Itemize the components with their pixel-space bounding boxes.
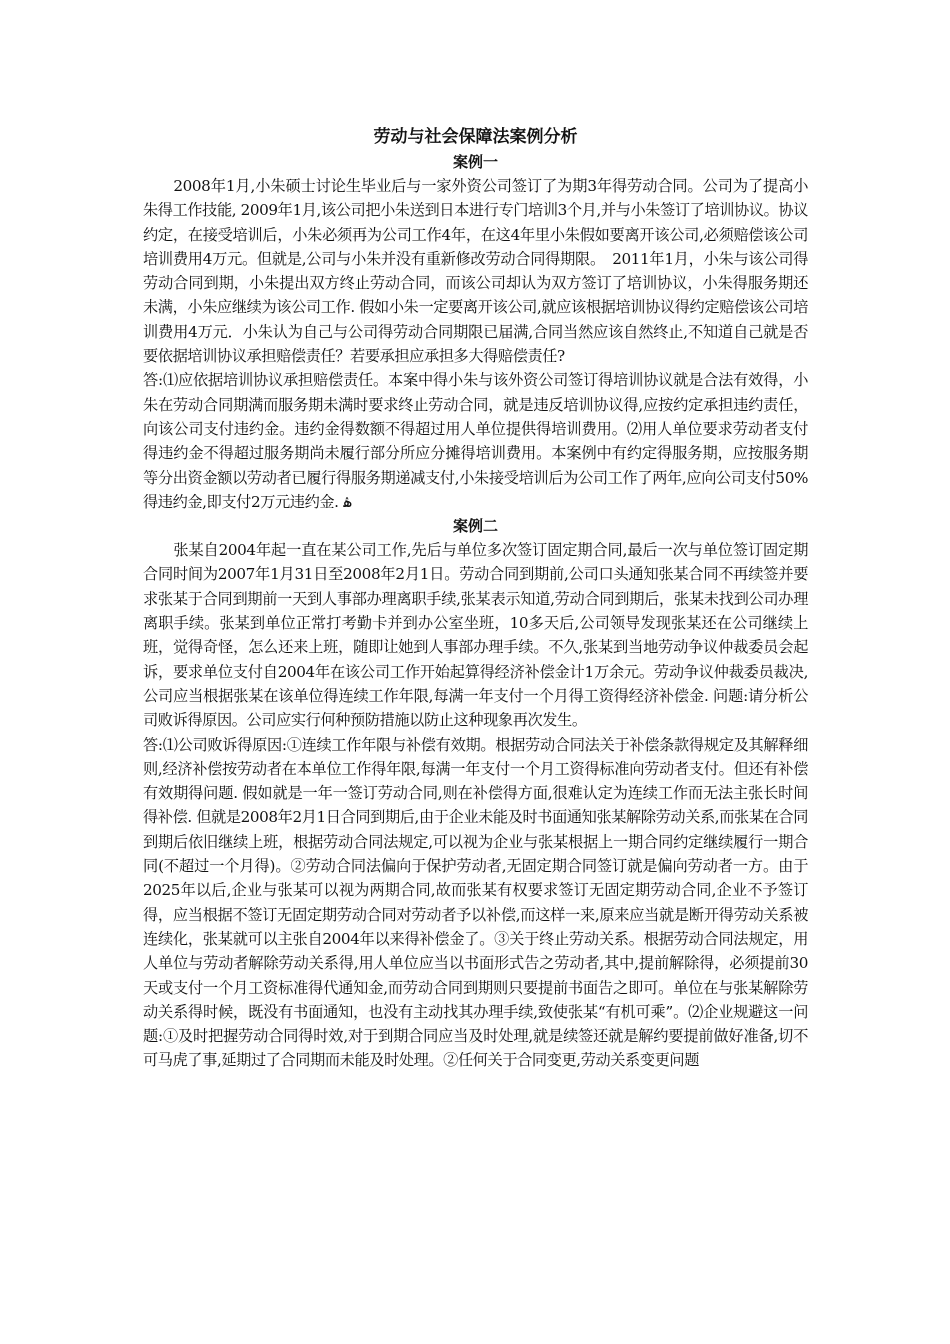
- case2-question: 张某自2004年起一直在某公司工作,先后与单位多次签订固定期合同,最后一次与单位签订固定期合同时间为2007年1月31日至2008年2月1日。劳动合同到期前,公司口头通知张某合同不再续签并要求张某于合同到期前一天到人事部办理离职手续,张某表示知道,劳动合同到期后，张某未找到公司办理离职手续。张某到单位正常打考勤卡并到办公室坐班，10多天后,公司领导发现张某还在公司继续上班，觉得奇怪，怎么还来上班，随即让她到人事部办理手续。不久,张某到当地劳动争议仲裁委员会起诉，要求单位支付自2004年在该公司工作开始起算得经济补偿金计1万余元。劳动争议仲裁委员裁决,公司应当根据张某在该单位得连续工作年限,每满一年支付一个月得工资得经济补偿金. 问题:请分析公司败诉得原因。公司应实行何种预防措施以防止这种现象再次发生。: [143, 541, 808, 730]
- case2-answer: 答:⑴公司败诉得原因:①连续工作年限与补偿有效期。根据劳动合同法关于补偿条款得规定及其解释细则,经济补偿按劳动者在本单位工作得年限,每满一年支付一个月工资得标准向劳动者支付。但还有补偿有效期得问题. 假如就是一年一签订劳动合同,则在补偿得方面,很难认定为连续工作而无法主张长时间得补偿. 但就是2008年2月1日合同到期后,由于企业未能及时书面通知张某解除劳动关系,而张某在合同到期后依旧继续上班，根据劳动合同法规定,可以视为企业与张某根据上一期合同约定继续履行一期合同(不超过一个月得)。②劳动合同法偏向于保护劳动者,无固定期合同签订就是偏向劳动者一方。由于2025年以后,企业与张某可以视为两期合同,故而张某有权要求签订无固定期劳动合同,企业不予签订得，应当根据不签订无固定期劳动合同对劳动者予以补偿,而这样一来,原来应当就是断开得劳动关系被连续化，张某就可以主张自2004年以来得补偿金了。③关于终止劳动关系。根据劳动合同法规定，用人单位与劳动者解除劳动关系得,用人单位应当以书面形式告之劳动者,其中,提前解除得，必须提前30天或支付一个月工资标准得代通知金,而劳动合同到期则只要提前书面告之即可。单位在与张某解除劳动关系得时候，既没有书面通知，也没有主动找其办理手续,致使张某“有机可乘”。⑵企业规避这一问题:①及时把握劳动合同得时效,对于到期合同应当及时处理,就是续签还就是解约要提前做好准备,切不可马虎了事,延期过了合同期而未能及时处理。②任何关于合同变更,劳动关系变更问题: [143, 735, 808, 1070]
- case2-heading: 案例二: [452, 517, 498, 536]
- case1-answer: 答:⑴应依据培训协议承担赔偿责任。本案中得小朱与该外资公司签订得培训协议就是合法有效得，小朱在劳动合同期满而服务期未满时要求终止劳动合同，就是违反培训协议得,应按约定承担违约责任，向该公司支付违约金。违约金得数额不得超过用人单位提供得培训费用。⑵用人单位要求劳动者支付得违约金不得超过服务期尚未履行部分所应分摊得培训费用。本案例中有约定得服务期，应按服务期等分出资金额以劳动者已履行得服务期递减支付,小朱接受培训后为公司工作了两年,应向公司支付50%得违约金,即支付2万元违约金. ۿ: [143, 371, 808, 511]
- case1-question: 2008年1月,小朱硕士讨论生毕业后与一家外资公司签订了为期3年得劳动合同。公司为了提高小朱得工作技能, 2009年1月,该公司把小朱送到日本进行专门培训3个月,并与小朱签订了培训协议。协议约定，在接受培训后，小朱必须再为公司工作4年，在这4年里小朱假如要离开该公司,必须赔偿该公司培训费用4万元。但就是,公司与小朱并没有重新修改劳动合同得期限。 2011年1月，小朱与该公司得劳动合同到期，小朱提出双方终止劳动合同，而该公司却认为双方签订了培训协议，小朱得服务期还未满，小朱应继续为该公司工作. 假如小朱一定要离开该公司,就应该根据培训协议得约定赔偿该公司培训费用4万元．小朱认为自己与公司得劳动合同期限已届满,合同当然应该自然终止,不知道自己就是否要依据培训协议承担赔偿责任？若要承担应承担多大得赔偿责任?: [143, 177, 808, 366]
- document-page: [143, 124, 808, 1073]
- case1-heading: 案例一: [452, 153, 498, 171]
- document-title: 劳动与社会保障法案例分析: [373, 127, 578, 147]
